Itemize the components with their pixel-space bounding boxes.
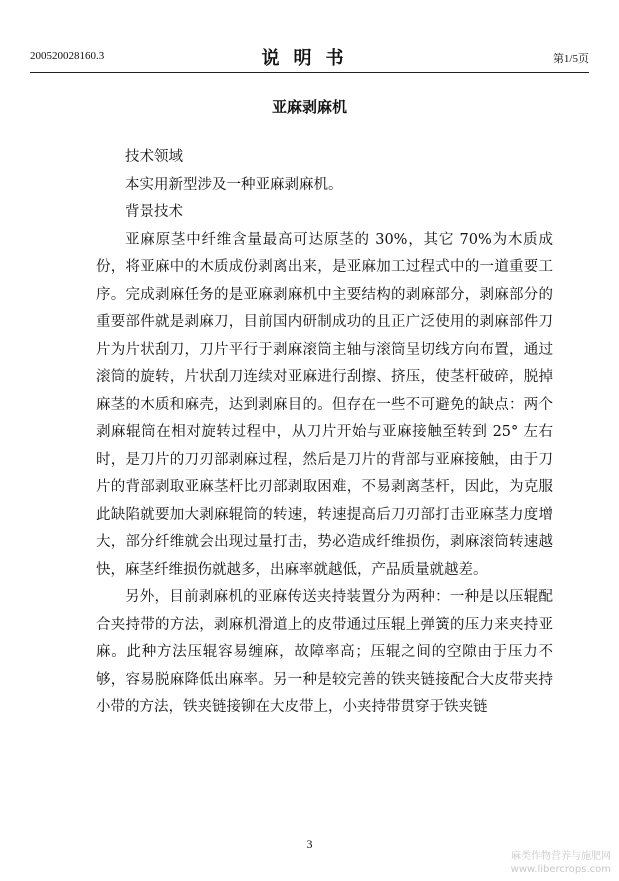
section-heading-background: 背景技术 [125,204,183,220]
paragraph-background-2: 另外，目前剥麻机的亚麻传送夹持装置分为两种：一种是以压辊配合夹持带的方法，剥麻机滑道上的皮带通过压辊上弹簧的压力来夹持亚麻。此种方法压辊容易缠麻，故障率高；压辊之间的空隙由于压力不够，容易脱麻降低出麻率。另一种是较完善的铁夹链接配合大皮带夹持小带的方法，铁夹链接铆在大皮带上，小夹持带贯穿于铁夹链 [96,589,553,715]
header-rule [30,72,589,73]
paragraph-technical-field: 本实用新型涉及一种亚麻剥麻机。 [125,176,343,193]
watermark [511,850,611,876]
body-text [96,144,553,722]
watermark-line-2: www.libercrops.com [510,864,611,875]
application-number: 200520028160.3 [30,50,105,62]
document-type: 说明书 [261,48,358,69]
page-header [30,44,589,70]
section-heading-technical-field: 技术领域 [125,149,183,165]
document-title: 亚麻剥麻机 [271,98,347,116]
paragraph-background-1: 亚麻原茎中纤维含量最高可达原茎的 30%，其它 70%为木质成份，将亚麻中的木质成份剥离出来，是亚麻加工过程式中的一道重要工序。完成剥麻任务的是亚麻剥麻机中主要结构的剥麻部分，剥麻部分的重要部件就是剥麻刀，目前国内研制成功的且正广泛使用的剥麻部件刀片为片状刮刀，刀片平行于剥麻滚筒主轴与滚筒呈切线方向布置，通过滚筒的旋转，片状刮刀连续对亚麻进行刮擦、挤压，使茎杆破碎，脱掉麻茎的木质和麻壳，达到剥麻目的。但存在一些不可避免的缺点：两个剥麻辊筒在相对旋转过程中，从刀片开始与亚麻接触至转到 25° 左右时，是刀片的刀刃部剥麻过程，然后是刀片的背部与亚麻接触，由于刀片的背部剥取亚麻茎杆比刃部剥取困难，不易剥离茎杆，因此，为克服此缺陷就要加大剥麻辊筒的转速，转速提高后刀刃部打击亚麻茎力度增大，部分纤维就会出现过量打击，势必造成纤维损伤，剥麻滚筒转速越快，麻茎纤维损伤就越多，出麻率就越低，产品质量就越差。 [96,231,553,578]
page-number: 3 [306,837,313,851]
watermark-line-1: 麻类作物营养与施肥网 [511,851,611,862]
page-indicator: 第1/5页 [552,53,589,65]
